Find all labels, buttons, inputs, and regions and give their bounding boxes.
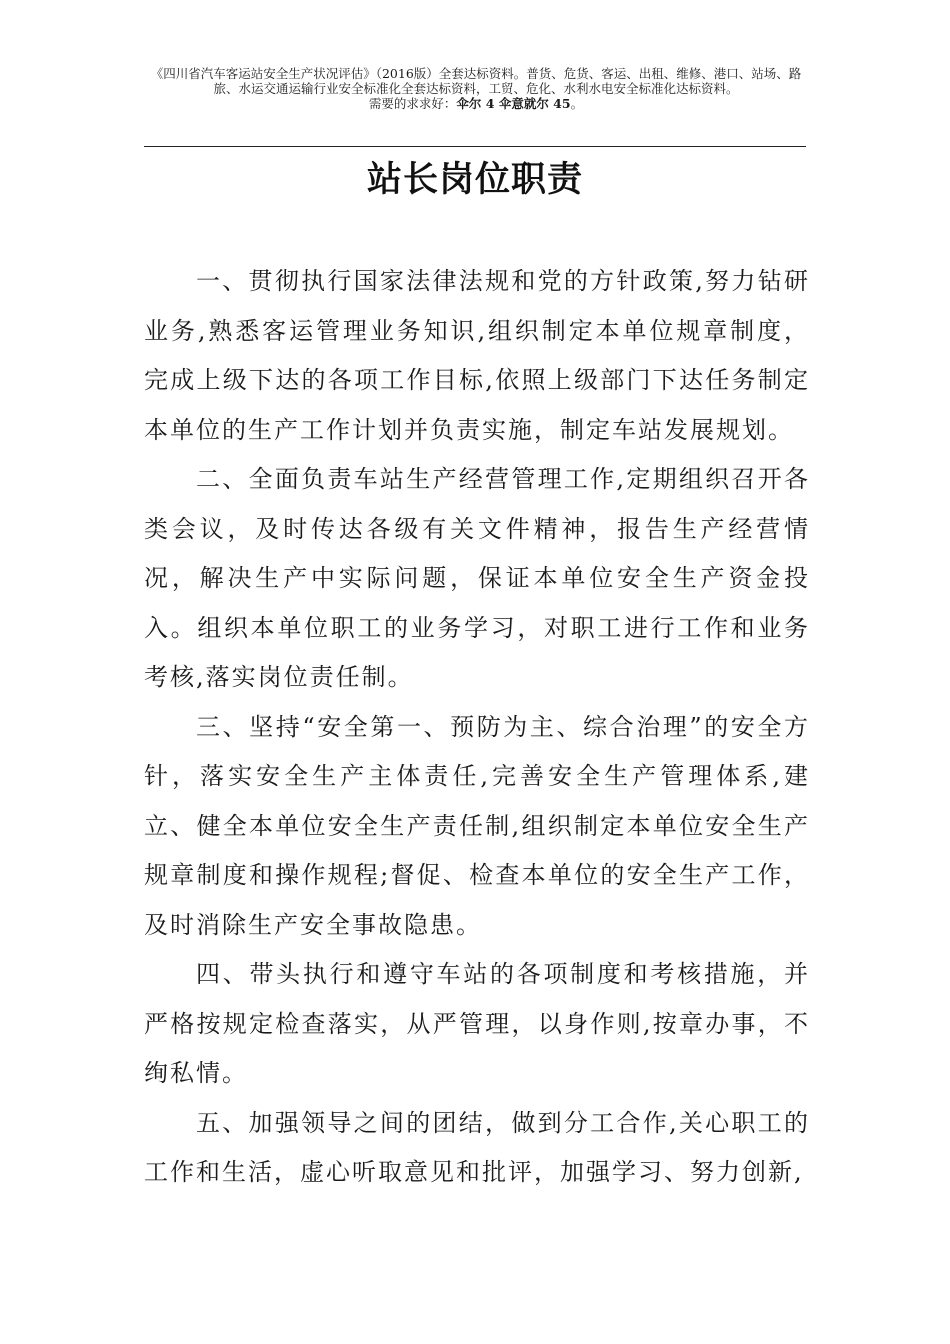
page-header (140, 66, 812, 111)
paragraph-4: 四、带头执行和遵守车站的各项制度和考核措施，并严格按规定检查落实，从严管理，以身作则,按章办事，不绚私情。 (144, 960, 810, 1087)
document-body (144, 257, 810, 1198)
header-note: 《四川省汽车客运站安全生产状况评估》（2016版）全套达标资料。普货、危货、客运、出租、维修、港口、站场、路旅、水运交通运输行业安全标准化全套达标资料，工贸、危化、水利水电安全标准化达标资料。 (150, 66, 802, 96)
paragraph-5: 五、加强领导之间的团结，做到分工合作,关心职工的工作和生活，虚心听取意见和批评，加强学习、努力创新, (144, 1108, 810, 1186)
header-contact-value: 伞尔 4 伞意就尔 45 (456, 96, 571, 111)
paragraph-1: 一、贯彻执行国家法律法规和党的方针政策,努力钻研业务,熟悉客运管理业务知识,组织制定本单位规章制度，完成上级下达的各项工作目标,依照上级部门下达任务制定本单位的生产工作计划并负责实施，制定车站发展规划。 (144, 267, 810, 444)
header-contact-prefix: 需要的求求好： (368, 96, 457, 111)
paragraph-3: 三、坚持“安全第一、预防为主、综合治理”的安全方针，落实安全生产主体责任,完善安全生产管理体系,建立、健全本单位安全生产责任制,组织制定本单位安全生产规章制度和操作规程;督促、检查本单位的安全生产工作，及时消除生产安全事故隐患。 (144, 712, 810, 939)
header-contact-suffix: 。 (570, 96, 584, 111)
page-title: 站长岗位职责 (366, 160, 583, 200)
header-divider (144, 146, 806, 147)
header-contact (140, 96, 812, 111)
paragraph-2: 二、全面负责车站生产经营管理工作,定期组织召开各类会议，及时传达各级有关文件精神，报告生产经营情况，解决生产中实际问题，保证本单位安全生产资金投入。组织本单位职工的业务学习，对职工进行工作和业务考核,落实岗位责任制。 (144, 465, 810, 691)
